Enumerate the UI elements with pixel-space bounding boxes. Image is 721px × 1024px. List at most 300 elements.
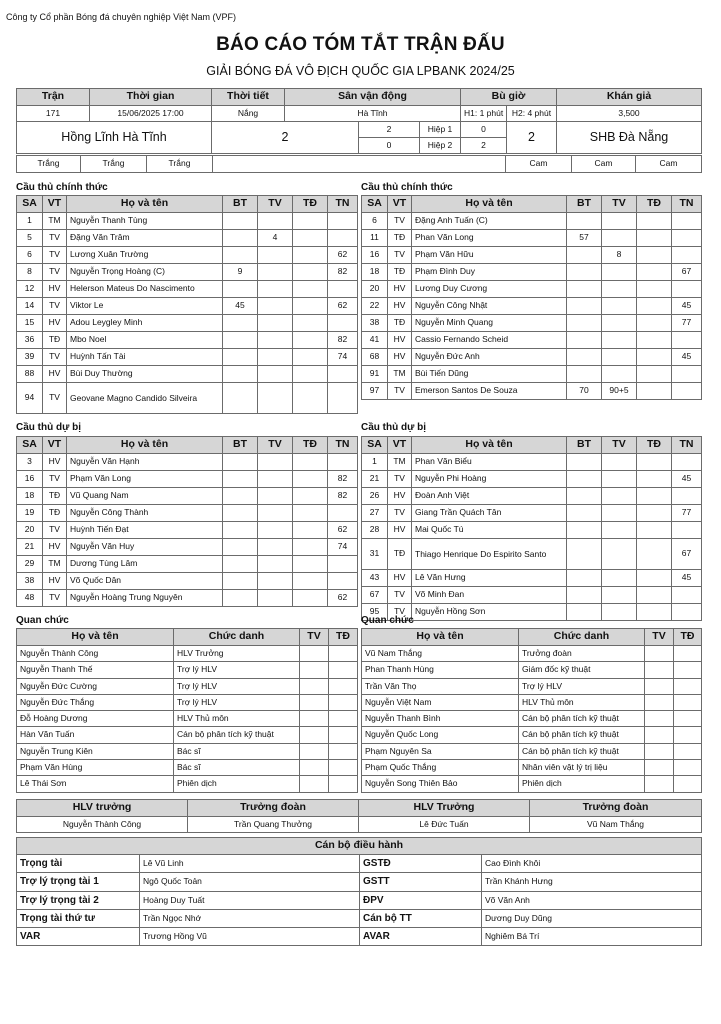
sub-minute: 62 <box>328 298 358 315</box>
player-name: Phạm Văn Hữu <box>412 247 567 264</box>
col-tn-header: TN <box>672 437 702 454</box>
official-yellow <box>645 727 674 743</box>
player-row <box>17 488 358 505</box>
player-row <box>17 590 358 607</box>
position: TV <box>388 505 412 522</box>
red-card <box>637 264 672 281</box>
shirt-number: 91 <box>362 366 388 383</box>
player-name: Nguyễn Văn Huy <box>67 539 223 556</box>
player-row <box>17 281 358 298</box>
col-tn-header: TN <box>672 196 702 213</box>
yellow-card: 4 <box>258 230 293 247</box>
player-name: Phạm Văn Long <box>67 471 223 488</box>
official-red <box>329 662 358 678</box>
sub-minute: 77 <box>672 315 702 332</box>
sub-minute <box>328 383 358 414</box>
shirt-number: 18 <box>362 264 388 281</box>
red-card <box>293 281 328 298</box>
player-row <box>17 556 358 573</box>
col-tv-header: TV <box>300 629 329 646</box>
col-vt-header: VT <box>388 437 412 454</box>
player-name: Nguyễn Hồng Sơn <box>412 604 567 621</box>
management-row <box>17 928 702 946</box>
player-row <box>17 573 358 590</box>
red-card <box>293 590 328 607</box>
management-row <box>17 873 702 891</box>
h2-away-goals: 2 <box>461 138 507 154</box>
goal-minute <box>223 522 258 539</box>
official-name: Hàn Văn Tuấn <box>17 727 174 743</box>
home-kit-shirt: Trắng <box>17 156 81 173</box>
official-red <box>674 694 702 710</box>
management-role: Trợ lý trọng tài 1 <box>17 873 140 891</box>
half1-label: Hiệp 1 <box>420 122 461 138</box>
red-card <box>293 573 328 590</box>
position: TM <box>388 366 412 383</box>
official-row <box>362 646 702 662</box>
shirt-number: 27 <box>362 505 388 522</box>
kit-colors-table <box>16 155 702 173</box>
player-row <box>362 488 702 505</box>
away-officials-title: Quan chức <box>361 615 414 626</box>
official-yellow <box>645 743 674 759</box>
player-row <box>17 315 358 332</box>
sub-minute <box>672 383 702 400</box>
shirt-number: 29 <box>17 556 43 573</box>
away-subs-table <box>361 436 702 621</box>
shirt-number: 18 <box>17 488 43 505</box>
red-card <box>637 471 672 488</box>
goal-minute <box>223 332 258 349</box>
shirt-number: 8 <box>17 264 43 281</box>
player-name: Emerson Santos De Souza <box>412 383 567 400</box>
goal-minute <box>223 454 258 471</box>
red-card <box>637 366 672 383</box>
sub-minute <box>328 505 358 522</box>
position: HV <box>388 570 412 587</box>
position: TĐ <box>388 315 412 332</box>
goal-minute <box>567 298 602 315</box>
position: TV <box>43 298 67 315</box>
player-row <box>362 264 702 281</box>
home-kit-socks: Trắng <box>147 156 213 173</box>
yellow-card <box>602 315 637 332</box>
shirt-number: 19 <box>17 505 43 522</box>
goal-minute <box>567 247 602 264</box>
shirt-number: 97 <box>362 383 388 400</box>
player-name: Geovane Magno Candido Silveira <box>67 383 223 414</box>
official-yellow <box>645 711 674 727</box>
shirt-number: 6 <box>17 247 43 264</box>
player-name: Dương Tùng Lâm <box>67 556 223 573</box>
goal-minute <box>223 366 258 383</box>
management-role: Trọng tài thứ tư <box>17 909 140 927</box>
stoppage-h2: H2: 4 phút <box>507 106 557 122</box>
goal-minute <box>567 522 602 539</box>
home-officials-title: Quan chức <box>16 615 69 626</box>
match-datetime: 15/06/2025 17:00 <box>90 106 212 122</box>
sub-minute: 74 <box>328 539 358 556</box>
official-yellow <box>300 711 329 727</box>
player-name: Đặng Anh Tuấn (C) <box>412 213 567 230</box>
col-tv-header: TV <box>258 196 293 213</box>
yellow-card <box>602 213 637 230</box>
half2-label: Hiệp 2 <box>420 138 461 154</box>
goal-minute: 45 <box>223 298 258 315</box>
match-weather: Nắng <box>212 106 285 122</box>
h1-home-goals: 2 <box>359 122 420 138</box>
management-role: VAR <box>17 928 140 946</box>
yellow-card <box>602 298 637 315</box>
home-team-name: Hồng Lĩnh Hà Tĩnh <box>17 122 212 154</box>
player-name: Viktor Le <box>67 298 223 315</box>
position: HV <box>43 366 67 383</box>
player-name: Đoàn Anh Việt <box>412 488 567 505</box>
player-name: Mbo Noel <box>67 332 223 349</box>
player-row <box>362 349 702 366</box>
position: TV <box>43 230 67 247</box>
red-card <box>293 315 328 332</box>
position: HV <box>43 573 67 590</box>
sub-minute <box>672 281 702 298</box>
away-subs-title: Cầu thủ dự bị <box>361 422 427 433</box>
red-card <box>293 366 328 383</box>
official-row <box>17 711 358 727</box>
yellow-card <box>258 505 293 522</box>
official-red <box>329 743 358 759</box>
red-card <box>637 230 672 247</box>
report-title: BÁO CÁO TÓM TẮT TRẬN ĐẤU <box>216 34 505 55</box>
col-tv-header: TV <box>602 196 637 213</box>
red-card <box>637 332 672 349</box>
goal-minute <box>567 587 602 604</box>
position: TV <box>43 264 67 281</box>
yellow-card <box>602 454 637 471</box>
goal-minute <box>223 505 258 522</box>
official-row <box>17 662 358 678</box>
official-role: Bác sĩ <box>174 743 300 759</box>
official-red <box>329 760 358 776</box>
yellow-card <box>258 454 293 471</box>
yellow-card <box>602 366 637 383</box>
goal-minute <box>223 539 258 556</box>
red-card <box>293 247 328 264</box>
player-name: Huỳnh Tấn Tài <box>67 349 223 366</box>
official-name: Nguyễn Đức Thắng <box>17 694 174 710</box>
position: TĐ <box>43 505 67 522</box>
official-row <box>17 678 358 694</box>
official-role: Trợ lý HLV <box>174 678 300 694</box>
col-bt-header: BT <box>223 437 258 454</box>
sub-minute <box>672 454 702 471</box>
red-card <box>637 281 672 298</box>
goal-minute <box>567 264 602 281</box>
management-role: Trợ lý trọng tài 2 <box>17 891 140 909</box>
match-management-table <box>16 837 702 946</box>
col-name-header: Họ và tên <box>412 437 567 454</box>
yellow-card <box>258 590 293 607</box>
red-card <box>637 570 672 587</box>
red-card <box>293 230 328 247</box>
official-yellow <box>645 760 674 776</box>
sub-minute <box>328 281 358 298</box>
goal-minute <box>223 213 258 230</box>
yellow-card <box>602 604 637 621</box>
official-row <box>17 743 358 759</box>
player-name: Helerson Mateus Do Nascimento <box>67 281 223 298</box>
col-bt-header: BT <box>567 437 602 454</box>
management-person: Nghiêm Bá Trí <box>482 928 702 946</box>
player-row <box>17 298 358 315</box>
col-role-header: Chức danh <box>519 629 645 646</box>
shirt-number: 15 <box>17 315 43 332</box>
player-name: Bùi Duy Thường <box>67 366 223 383</box>
position: TĐ <box>388 539 412 570</box>
col-td-header: TĐ <box>293 437 328 454</box>
sub-minute: 82 <box>328 332 358 349</box>
yellow-card <box>258 556 293 573</box>
col-name-header: Họ và tên <box>67 196 223 213</box>
sub-minute: 82 <box>328 471 358 488</box>
goal-minute <box>223 349 258 366</box>
official-name: Trần Văn Thọ <box>362 678 519 694</box>
yellow-card <box>602 505 637 522</box>
player-row <box>362 383 702 400</box>
red-card <box>293 556 328 573</box>
player-row <box>17 349 358 366</box>
goal-minute: 70 <box>567 383 602 400</box>
yellow-card <box>602 471 637 488</box>
official-role: Phiên dịch <box>174 776 300 792</box>
col-role-header: Chức danh <box>174 629 300 646</box>
home-officials-table <box>16 628 358 793</box>
col-td-header: TĐ <box>293 196 328 213</box>
shirt-number: 6 <box>362 213 388 230</box>
col-td-header: TĐ <box>637 196 672 213</box>
red-card <box>637 213 672 230</box>
red-card <box>637 454 672 471</box>
away-kit-socks: Cam <box>636 156 702 173</box>
sub-minute <box>328 213 358 230</box>
official-yellow <box>300 678 329 694</box>
away-starting-title: Cầu thủ chính thức <box>361 182 453 193</box>
yellow-card <box>602 570 637 587</box>
sub-minute <box>672 247 702 264</box>
goal-minute <box>223 383 258 414</box>
red-card <box>637 522 672 539</box>
official-name: Nguyễn Trung Kiên <box>17 743 174 759</box>
shirt-number: 94 <box>17 383 43 414</box>
official-name: Vũ Nam Thắng <box>362 646 519 662</box>
position: TV <box>43 349 67 366</box>
shirt-number: 21 <box>17 539 43 556</box>
player-row <box>362 505 702 522</box>
official-row <box>362 743 702 759</box>
position: TV <box>43 590 67 607</box>
kit-spacer <box>213 156 506 173</box>
sub-minute: 62 <box>328 590 358 607</box>
player-row <box>362 230 702 247</box>
official-name: Nguyễn Quốc Long <box>362 727 519 743</box>
player-row <box>362 471 702 488</box>
position: TV <box>43 471 67 488</box>
player-row <box>362 247 702 264</box>
position: TM <box>43 213 67 230</box>
shirt-number: 1 <box>362 454 388 471</box>
official-name: Nguyễn Việt Nam <box>362 694 519 710</box>
official-red <box>674 678 702 694</box>
player-row <box>362 570 702 587</box>
position: HV <box>388 332 412 349</box>
goal-minute: 57 <box>567 230 602 247</box>
position: TV <box>43 383 67 414</box>
away-starting-table <box>361 195 702 400</box>
shirt-number: 38 <box>362 315 388 332</box>
red-card <box>637 247 672 264</box>
goal-minute <box>567 213 602 230</box>
goal-minute <box>567 315 602 332</box>
official-role: HLV Thủ môn <box>519 694 645 710</box>
official-role: Giám đốc kỹ thuật <box>519 662 645 678</box>
player-name: Nguyễn Minh Quang <box>412 315 567 332</box>
position: TV <box>388 383 412 400</box>
shirt-number: 36 <box>17 332 43 349</box>
player-name: Cassio Fernando Scheid <box>412 332 567 349</box>
position: HV <box>43 454 67 471</box>
col-vt-header: VT <box>43 437 67 454</box>
shirt-number: 1 <box>17 213 43 230</box>
goal-minute <box>567 539 602 570</box>
official-role: Nhân viên vật lý trị liệu <box>519 760 645 776</box>
shirt-number: 16 <box>17 471 43 488</box>
player-row <box>17 230 358 247</box>
goal-minute <box>567 281 602 298</box>
away-team-leader-header: Trưởng đoàn <box>530 800 702 817</box>
red-card <box>293 264 328 281</box>
official-role: Trợ lý HLV <box>519 678 645 694</box>
sub-minute: 74 <box>328 349 358 366</box>
player-row <box>362 213 702 230</box>
official-yellow <box>300 776 329 792</box>
sub-minute <box>672 213 702 230</box>
yellow-card <box>602 522 637 539</box>
position: TM <box>388 454 412 471</box>
shirt-number: 38 <box>17 573 43 590</box>
official-red <box>329 727 358 743</box>
goal-minute <box>223 247 258 264</box>
player-row <box>17 522 358 539</box>
official-yellow <box>645 646 674 662</box>
player-row <box>17 332 358 349</box>
official-red <box>329 776 358 792</box>
official-name: Phạm Nguyên Sa <box>362 743 519 759</box>
sub-minute: 45 <box>672 298 702 315</box>
official-role: Cán bộ phân tích kỹ thuật <box>519 711 645 727</box>
sub-minute <box>672 604 702 621</box>
header-stoppage: Bù giờ <box>461 89 557 106</box>
management-row <box>17 855 702 873</box>
official-red <box>674 743 702 759</box>
goal-minute <box>567 604 602 621</box>
management-person: Cao Đình Khôi <box>482 855 702 873</box>
management-person: Trương Hồng Vũ <box>140 928 360 946</box>
col-tv-header: TV <box>645 629 674 646</box>
shirt-number: 48 <box>17 590 43 607</box>
official-name: Nguyễn Song Thiên Bảo <box>362 776 519 792</box>
official-role: Cán bộ phân tích kỹ thuật <box>519 727 645 743</box>
player-name: Thiago Henrique Do Espirito Santo <box>412 539 567 570</box>
shirt-number: 5 <box>17 230 43 247</box>
position: HV <box>388 522 412 539</box>
official-yellow <box>645 776 674 792</box>
sub-minute: 45 <box>672 570 702 587</box>
sub-minute <box>328 573 358 590</box>
sub-minute <box>328 230 358 247</box>
sub-minute <box>328 366 358 383</box>
sub-minute: 82 <box>328 264 358 281</box>
sub-minute <box>672 488 702 505</box>
sub-minute: 62 <box>328 247 358 264</box>
shirt-number: 21 <box>362 471 388 488</box>
away-kit-shorts: Cam <box>572 156 636 173</box>
goal-minute <box>223 590 258 607</box>
sub-minute <box>672 366 702 383</box>
col-sa-header: SA <box>362 196 388 213</box>
yellow-card <box>258 383 293 414</box>
official-red <box>674 711 702 727</box>
red-card <box>637 587 672 604</box>
col-tv-header: TV <box>258 437 293 454</box>
sub-minute: 77 <box>672 505 702 522</box>
shirt-number: 11 <box>362 230 388 247</box>
management-row <box>17 909 702 927</box>
red-card <box>293 332 328 349</box>
position: TV <box>388 471 412 488</box>
away-team-leader: Vũ Nam Thắng <box>530 817 702 833</box>
official-role: Trợ lý HLV <box>174 694 300 710</box>
red-card <box>293 488 328 505</box>
management-person: Hoàng Duy Tuất <box>140 891 360 909</box>
player-row <box>362 522 702 539</box>
col-tn-header: TN <box>328 437 358 454</box>
position: TĐ <box>388 230 412 247</box>
official-row <box>17 727 358 743</box>
management-person: Dương Duy Dũng <box>482 909 702 927</box>
red-card <box>293 505 328 522</box>
official-name: Nguyễn Thành Công <box>17 646 174 662</box>
goal-minute <box>567 471 602 488</box>
player-name: Võ Minh Đan <box>412 587 567 604</box>
home-score: 2 <box>212 122 359 154</box>
yellow-card <box>258 247 293 264</box>
yellow-card <box>602 587 637 604</box>
official-red <box>674 727 702 743</box>
away-head-coach-header: HLV Trưởng <box>359 800 530 817</box>
official-role: HLV Thủ môn <box>174 711 300 727</box>
col-tv-header: TV <box>602 437 637 454</box>
official-yellow <box>300 646 329 662</box>
col-name-header: Họ và tên <box>362 629 519 646</box>
official-role: Trưởng đoàn <box>519 646 645 662</box>
yellow-card <box>602 539 637 570</box>
yellow-card <box>258 522 293 539</box>
player-name: Bùi Tiến Dũng <box>412 366 567 383</box>
position: TM <box>43 556 67 573</box>
official-role: Bác sĩ <box>174 760 300 776</box>
player-row <box>17 471 358 488</box>
official-name: Lê Thái Sơn <box>17 776 174 792</box>
player-row <box>362 332 702 349</box>
